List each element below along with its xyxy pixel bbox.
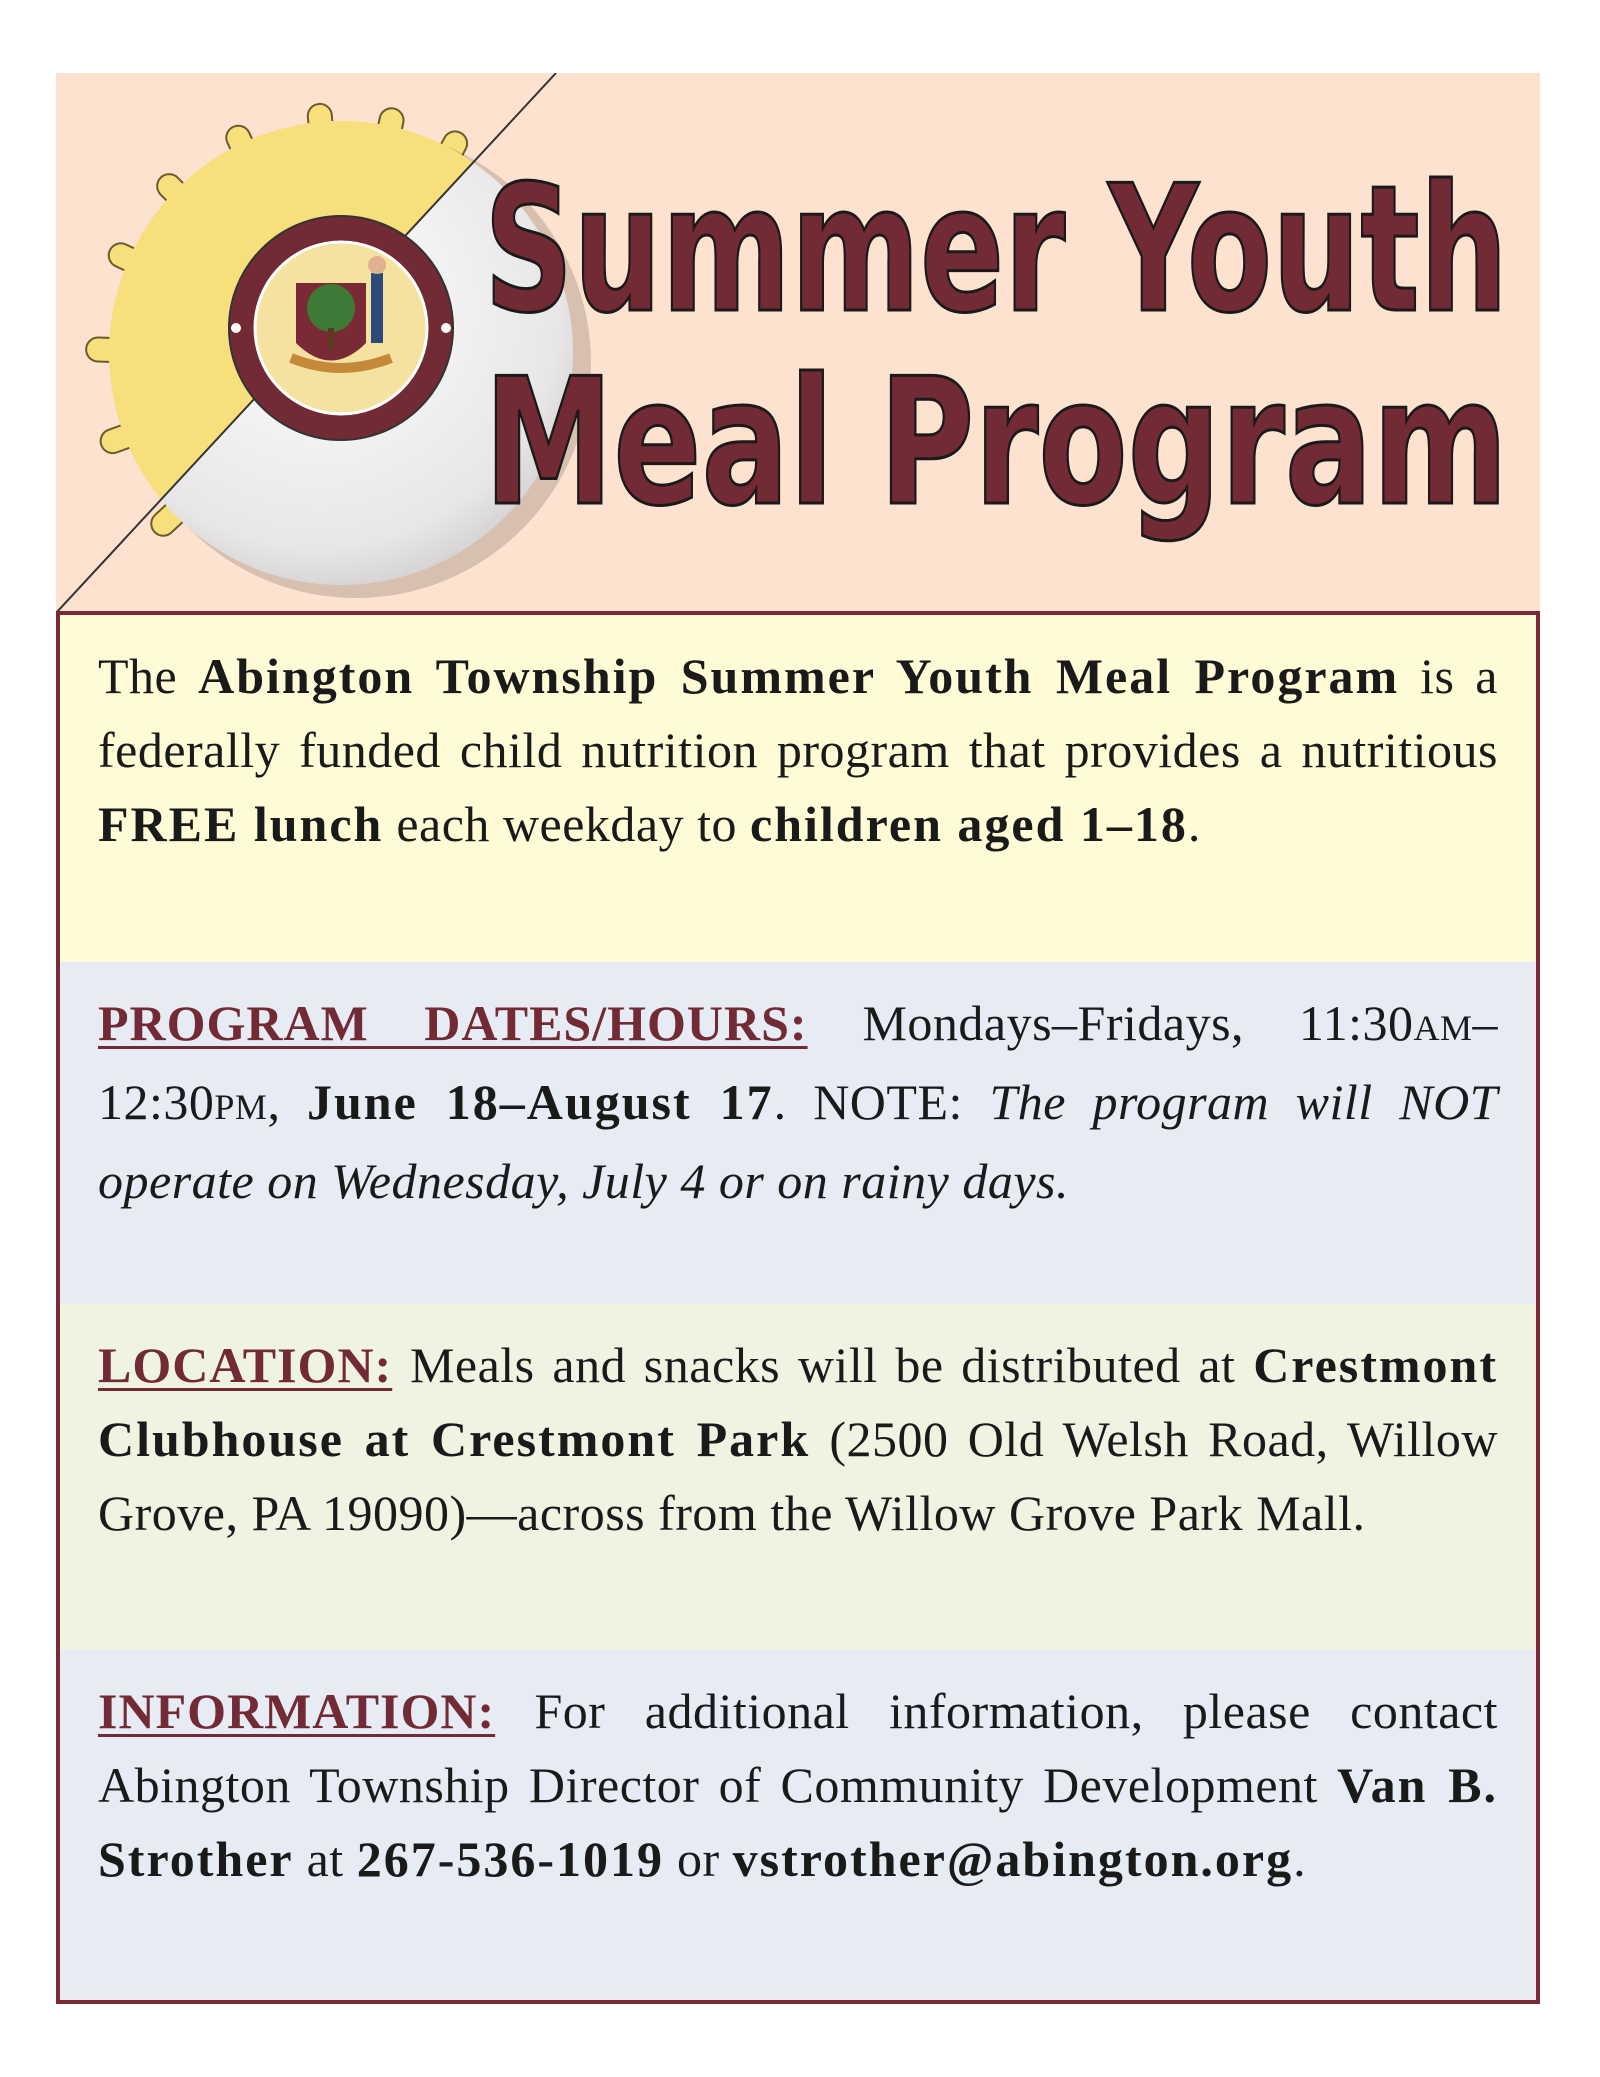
section-program-dates: [60, 962, 1536, 1304]
text-run: PM: [214, 1087, 268, 1127]
text-run: FREE lunch: [98, 796, 384, 852]
text-run: or: [664, 1831, 733, 1887]
title: [56, 73, 1540, 613]
text-run: ,: [267, 1074, 307, 1130]
text-run: The program will NOT operate on Wednesday, July 4 or on rainy days.: [98, 1074, 1498, 1209]
text-run: The: [98, 648, 199, 704]
text-run: each weekday to: [383, 796, 751, 852]
text-run: .: [1293, 1831, 1307, 1887]
text-run: vstrother@abington.org: [732, 1831, 1294, 1887]
info-panel: [56, 611, 1540, 2004]
section-location: [60, 1304, 1536, 1650]
header-banner: [56, 73, 1540, 613]
text-run: 267-536-1019: [356, 1831, 664, 1887]
section-heading: LOCATION:: [98, 1337, 393, 1393]
section-intro: [60, 615, 1536, 962]
text-run: .: [1187, 796, 1201, 852]
title-line-1: Summer Youth: [484, 149, 1508, 352]
text-run: Meals and snacks will be distributed at: [392, 1337, 1254, 1393]
text-run: June 18–August 17: [306, 1074, 774, 1130]
text-run: Crestmont Clubhouse at Crestmont Park: [98, 1337, 1498, 1467]
text-run: is a federally funded child nutrition program that provides a nutritious: [98, 648, 1498, 778]
text-run: Abington Township Summer Youth Meal Program: [198, 648, 1400, 704]
text-run: AM: [1413, 1008, 1473, 1048]
text-run: (2500 Old Welsh Road, Willow Grove, PA 19090)—across from the Willow Grove Park Mall.: [98, 1411, 1498, 1541]
text-run: For additional information, please contact Abington Township Director of Community Development: [98, 1683, 1498, 1813]
section-heading: PROGRAM DATES/HOURS:: [98, 995, 808, 1051]
text-run: at: [293, 1831, 357, 1887]
title-line-2: Meal Program: [484, 342, 1508, 545]
text-run: Van B. Strother: [98, 1757, 1498, 1887]
text-run: –12:30: [98, 995, 1498, 1130]
section-heading: INFORMATION:: [98, 1683, 496, 1739]
text-run: Mondays–Fridays, 11:30: [807, 995, 1414, 1051]
text-run: . NOTE:: [773, 1074, 990, 1130]
section-information: [60, 1650, 1536, 2000]
text-run: children aged 1–18: [750, 796, 1188, 852]
